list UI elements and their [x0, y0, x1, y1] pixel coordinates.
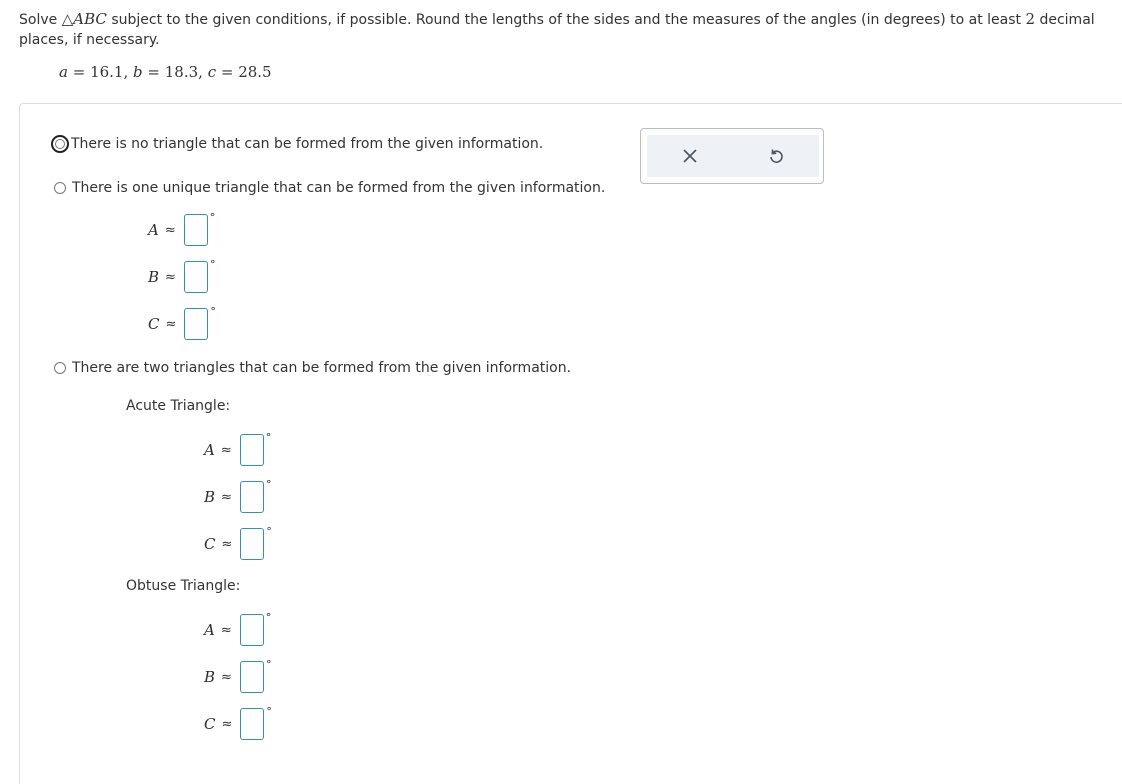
- question-prompt: Solve △ABC subject to the given conditions, if possible. Round the lengths of the sides and the measures of the angles (in degrees) to at least 2 decimal places, if necessary.: [19, 10, 1095, 48]
- given-conditions: a = 16.1, b = 18.3, c = 28.5: [59, 63, 272, 81]
- option-no-triangle[interactable]: There is no triangle that can be formed from the given information.: [54, 134, 543, 154]
- one-angle-A-input[interactable]: [184, 214, 208, 246]
- obtuse-angle-A-row: A ≈ °: [204, 612, 271, 648]
- obtuse-angle-C-input[interactable]: [240, 708, 264, 740]
- radio-two-triangles[interactable]: [54, 362, 66, 374]
- x-icon: [683, 149, 697, 163]
- acute-angle-C-input[interactable]: [240, 528, 264, 560]
- triangle-symbol: △: [61, 10, 74, 28]
- side-a-value: 16.1: [90, 63, 124, 81]
- undo-icon: [768, 148, 784, 164]
- one-angle-C-input[interactable]: [184, 308, 208, 340]
- one-angle-B-row: B ≈ °: [148, 259, 215, 295]
- reset-button[interactable]: [733, 135, 819, 177]
- side-c-value: 28.5: [238, 63, 272, 81]
- obtuse-angle-B-input[interactable]: [240, 661, 264, 693]
- acute-angle-B-row: B ≈ °: [204, 479, 271, 515]
- obtuse-angle-C-row: C ≈ °: [204, 706, 272, 742]
- triangle-name: ABC: [73, 10, 107, 28]
- obtuse-angle-B-row: B ≈ °: [204, 659, 271, 695]
- answer-panel: [19, 103, 1122, 784]
- clear-button[interactable]: [647, 135, 733, 177]
- option-two-triangles[interactable]: There are two triangles that can be formed from the given information.: [54, 358, 571, 378]
- answer-toolbar: [640, 128, 824, 184]
- one-angle-B-input[interactable]: [184, 261, 208, 293]
- acute-angle-A-row: A ≈ °: [204, 432, 271, 468]
- acute-angle-B-input[interactable]: [240, 481, 264, 513]
- obtuse-triangle-label: Obtuse Triangle:: [126, 578, 241, 594]
- side-b-value: 18.3: [164, 63, 199, 81]
- one-angle-C-row: C ≈ °: [148, 306, 216, 342]
- radio-one-triangle[interactable]: [54, 182, 66, 194]
- acute-triangle-label: Acute Triangle:: [126, 398, 231, 414]
- radio-no-triangle[interactable]: [51, 135, 69, 153]
- option-one-triangle[interactable]: There is one unique triangle that can be formed from the given information.: [54, 178, 605, 198]
- one-angle-A-row: A ≈ °: [148, 212, 215, 248]
- acute-angle-C-row: C ≈ °: [204, 526, 272, 562]
- acute-angle-A-input[interactable]: [240, 434, 264, 466]
- obtuse-angle-A-input[interactable]: [240, 614, 264, 646]
